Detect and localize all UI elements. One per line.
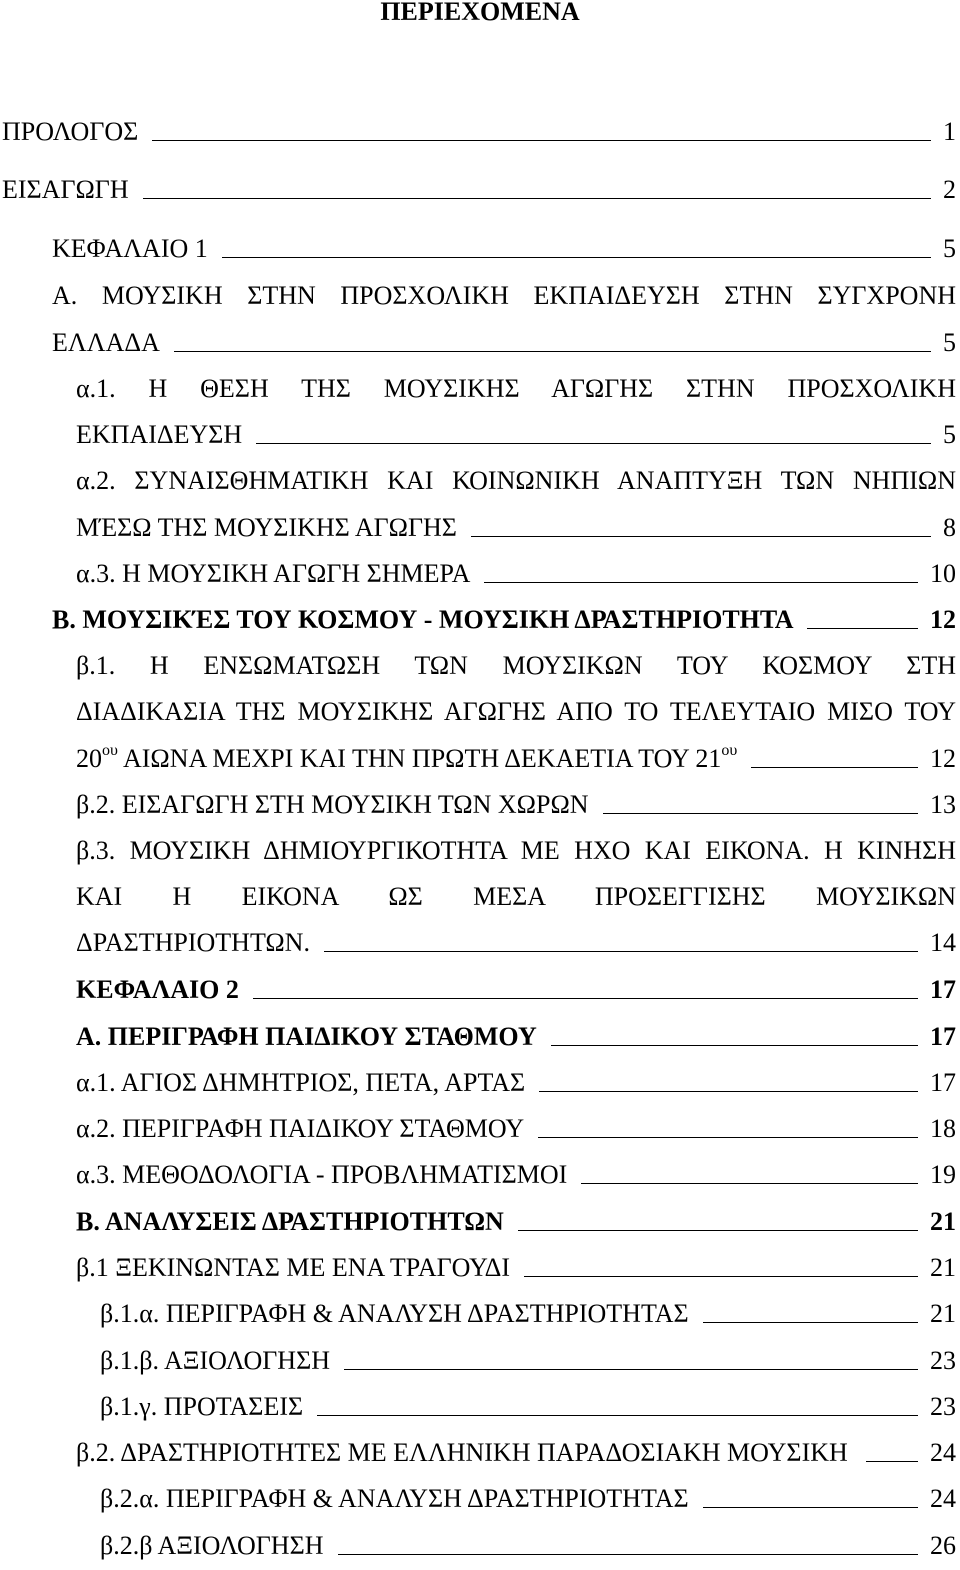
toc-page-number: 1 [943,117,956,146]
toc-entry-label: β.1.β. ΑΞΙΟΛΟΓΗΣΗ [100,1346,330,1375]
toc-entry-b3-line1[interactable] [76,834,956,868]
toc-entry-b2a[interactable] [100,1482,956,1516]
toc-leader-line [484,582,918,583]
toc-label-part: 20 [76,744,102,773]
toc-entry-chapter-2[interactable] [76,973,956,1007]
page-title: ΠΕΡΙΕΧΟΜΕΝΑ [380,0,580,26]
toc-entry-b1-line2[interactable] [76,695,956,729]
toc-entry-label: α.2. ΠΕΡΙΓΡΑΦΗ ΠΑΙΔΙΚΟΥ ΣΤΑΘΜΟΥ [76,1114,525,1143]
toc-entry-ch2-b2[interactable] [76,1436,956,1470]
toc-entry-label: β.1.γ. ΠΡΟΤΑΣΕΙΣ [100,1392,304,1421]
toc-entry-label: β.1. Η ΕΝΣΩΜΑΤΩΣΗ ΤΩΝ ΜΟΥΣΙΚΩΝ ΤΟΥ ΚΟΣΜΟΥ ΣΤΗ [76,651,956,680]
toc-entry-label: β.1 ΞΕΚΙΝΩΝΤΑΣ ΜΕ ΕΝΑ ΤΡΑΓΟΥΔΙ [76,1253,511,1282]
toc-page-number: 18 [930,1114,956,1143]
toc-entry-label: Α. ΠΕΡΙΓΡΑΦΗ ΠΑΙΔΙΚΟΥ ΣΤΑΘΜΟΥ [76,1022,537,1051]
toc-entry-label: ΔΙΑΔΙΚΑΣΙΑ ΤΗΣ ΜΟΥΣΙΚΗΣ ΑΓΩΓΗΣ ΑΠΟ ΤΟ ΤΕΛΕΥΤΑΙΟ ΜΙΣΟ ΤΟΥ [76,697,956,726]
toc-page-number: 21 [930,1253,956,1282]
toc-page-number: 23 [930,1346,956,1375]
toc-page-number: 5 [943,420,956,449]
toc-leader-line [324,951,918,952]
toc-leader-line [581,1183,918,1184]
toc-entry-label: α.3. ΜΕΘΟΔΟΛΟΓΙΑ - ΠΡΟΒΛΗΜΑΤΙΣΜΟΙ [76,1160,568,1189]
toc-entry-label: Β. ΑΝΑΛΥΣΕΙΣ ΔΡΑΣΤΗΡΙΟΤΗΤΩΝ [76,1207,504,1236]
toc-entry-label: β.3. ΜΟΥΣΙΚΗ ΔΗΜΙΟΥΡΓΙΚΟΤΗΤΑ ΜΕ ΗΧΟ ΚΑΙ ΕΙΚΟΝΑ. Η ΚΙΝΗΣΗ [76,836,956,865]
ordinal-suffix: ου [721,742,738,760]
toc-leader-line [344,1369,918,1370]
toc-entry-a3[interactable] [76,557,956,591]
toc-entry-label: β.1.α. ΠΕΡΙΓΡΑΦΗ & ΑΝΑΛΥΣΗ ΔΡΑΣΤΗΡΙΟΤΗΤΑΣ [100,1299,689,1328]
toc-leader-line [751,767,918,768]
toc-entry-b1c[interactable] [100,1390,956,1424]
toc-page-number: 5 [943,234,956,263]
toc-leader-line [866,1461,918,1462]
toc-entry-section-b[interactable] [52,603,956,637]
toc-page-number: 12 [930,744,956,773]
toc-page-number: 26 [930,1531,956,1560]
toc-entry-b2[interactable] [76,788,956,822]
toc-page-number: 17 [930,1022,956,1051]
toc-entry-ch2-a1[interactable] [76,1066,956,1100]
toc-entry-label: Β. ΜΟΥΣΙΚΈΣ ΤΟΥ ΚΟΣΜΟΥ - ΜΟΥΣΙΚΗ ΔΡΑΣΤΗΡΙΟΤΗΤΑ [52,605,794,634]
toc-page-number: 23 [930,1392,956,1421]
toc-leader-line [539,1091,918,1092]
toc-entry-label: β.2.α. ΠΕΡΙΓΡΑΦΗ & ΑΝΑΛΥΣΗ ΔΡΑΣΤΗΡΙΟΤΗΤΑΣ [100,1484,689,1513]
toc-leader-line [317,1415,918,1416]
toc-leader-line [807,628,918,629]
toc-page-number: 21 [930,1207,956,1236]
toc-entry-label: α.1. Η ΘΕΣΗ ΤΗΣ ΜΟΥΣΙΚΗΣ ΑΓΩΓΗΣ ΣΤΗΝ ΠΡΟΣΧΟΛΙΚΗ [76,374,956,403]
ordinal-suffix: ου [102,742,118,760]
toc-entry-eisagogi[interactable] [2,173,956,207]
toc-leader-line [524,1276,918,1277]
toc-entry-a2-line1[interactable] [76,464,956,498]
toc-page-number: 17 [930,975,956,1004]
toc-entry-a2[interactable] [76,511,956,545]
toc-leader-line [538,1137,918,1138]
toc-entry-ch2-section-b[interactable] [76,1205,956,1239]
toc-leader-line [603,813,918,814]
toc-entry-section-a-line1[interactable] [52,279,956,313]
toc-page-number: 8 [943,513,956,542]
toc-entry-label: ΕΛΛΑΔΑ [52,328,160,357]
toc-entry-label: ΔΡΑΣΤΗΡΙΟΤΗΤΩΝ. [76,928,310,957]
toc-leader-line [253,998,918,999]
toc-page-number: 5 [943,328,956,357]
toc-page-number: 10 [930,559,956,588]
toc-page-number: 13 [930,790,956,819]
toc-entry-label: Α. ΜΟΥΣΙΚΗ ΣΤΗΝ ΠΡΟΣΧΟΛΙΚΗ ΕΚΠΑΙΔΕΥΣΗ ΣΤΗΝ ΣΥΓΧΡΟΝΗ [52,281,956,310]
toc-page-number: 21 [930,1299,956,1328]
toc-leader-line [518,1230,918,1231]
toc-entry-prologos[interactable] [2,115,956,149]
toc-entry-b3[interactable] [76,926,956,960]
toc-entry-b1a[interactable] [100,1297,956,1331]
toc-entry-a1-line1[interactable] [76,372,956,406]
toc-entry-label: ΚΕΦΑΛΑΙΟ 2 [76,975,239,1004]
toc-leader-line [703,1507,918,1508]
toc-entry-ch2-section-a[interactable] [76,1020,956,1054]
toc-entry-ch2-a3[interactable] [76,1158,956,1192]
toc-entry-label: ΜΈΣΩ ΤΗΣ ΜΟΥΣΙΚΗΣ ΑΓΩΓΗΣ [76,513,457,542]
toc-entry-ch2-b1[interactable] [76,1251,956,1285]
toc-entry-label: β.2. ΕΙΣΑΓΩΓΗ ΣΤΗ ΜΟΥΣΙΚΗ ΤΩΝ ΧΩΡΩΝ [76,790,589,819]
toc-entry-b1b[interactable] [100,1344,956,1378]
toc-leader-line [338,1554,919,1555]
toc-leader-line [703,1322,918,1323]
toc-leader-line [143,198,931,199]
toc-leader-line [551,1045,918,1046]
toc-entry-label: β.2.β ΑΞΙΟΛΟΓΗΣΗ [100,1531,324,1560]
toc-entry-label [76,742,737,776]
toc-entry-label: α.1. ΑΓΙΟΣ ΔΗΜΗΤΡΙΟΣ, ΠΕΤΑ, ΑΡΤΑΣ [76,1068,526,1097]
toc-entry-label: ΕΙΣΑΓΩΓΗ [2,175,129,204]
toc-entry-b2b[interactable] [100,1529,956,1563]
toc-entry-b1[interactable] [76,742,956,776]
toc-entry-ch2-a2[interactable] [76,1112,956,1146]
toc-entry-label: ΚΑΙ Η ΕΙΚΟΝΑ ΩΣ ΜΕΣΑ ΠΡΟΣΕΓΓΙΣΗΣ ΜΟΥΣΙΚΩΝ [76,882,956,911]
toc-page-number: 19 [930,1160,956,1189]
toc-page-number: 17 [930,1068,956,1097]
toc-entry-label: β.2. ΔΡΑΣΤΗΡΙΟΤΗΤΕΣ ΜΕ ΕΛΛΗΝΙΚΗ ΠΑΡΑΔΟΣΙΑΚΗ ΜΟΥΣΙΚΗ [76,1438,848,1467]
toc-entry-b1-line1[interactable] [76,649,956,683]
toc-page-number: 14 [930,928,956,957]
toc-entry-label: α.3. Η ΜΟΥΣΙΚΗ ΑΓΩΓΗ ΣΗΜΕΡΑ [76,559,471,588]
toc-leader-line [222,257,931,258]
toc-label-part: ΑΙΩΝΑ ΜΕΧΡΙ ΚΑΙ ΤΗΝ ΠΡΩΤΗ ΔΕΚΑΕΤΙΑ ΤΟΥ 21 [117,744,722,773]
toc-entry-label: α.2. ΣΥΝΑΙΣΘΗΜΑΤΙΚΗ ΚΑΙ ΚΟΙΝΩΝΙΚΗ ΑΝΑΠΤΥΞΗ ΤΩΝ ΝΗΠΙΩΝ [76,466,956,495]
toc-leader-line [471,536,931,537]
toc-entry-label: ΠΡΟΛΟΓΟΣ [2,117,139,146]
toc-page-number: 12 [930,605,956,634]
toc-leader-line [256,443,931,444]
toc-leader-line [174,351,931,352]
toc-page-number: 24 [930,1438,956,1467]
toc-entry-chapter-1[interactable] [52,232,956,266]
toc-entry-label: ΕΚΠΑΙΔΕΥΣΗ [76,420,243,449]
toc-entry-label: ΚΕΦΑΛΑΙΟ 1 [52,234,208,263]
toc-page-number: 24 [930,1484,956,1513]
toc-entry-b3-line2[interactable] [76,880,956,914]
toc-page-number: 2 [943,175,956,204]
toc-entry-a1[interactable] [76,418,956,452]
toc-leader-line [152,140,931,141]
toc-entry-section-a[interactable] [52,326,956,360]
